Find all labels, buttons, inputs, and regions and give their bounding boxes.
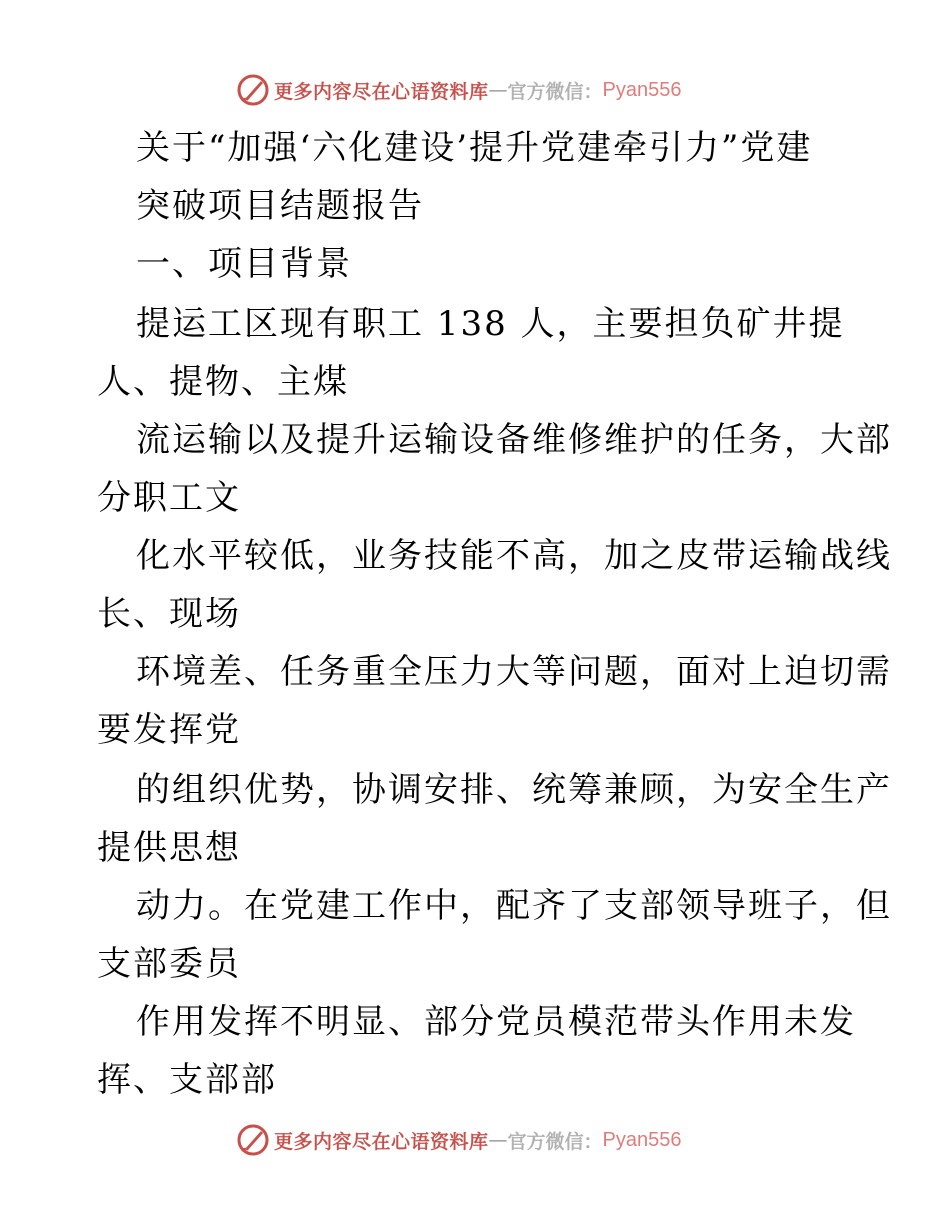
quill-pen-circle-icon — [236, 1123, 270, 1157]
watermark-wechat-label: 官方微信： — [507, 80, 603, 103]
paragraph-line: 动力。在党建工作中，配齐了支部领导班子，但 — [136, 886, 892, 926]
paragraph-line: 环境差、任务重全压力大等问题，面对上迫切需 — [136, 652, 892, 692]
paragraph-line: 化水平较低，业务技能不高，加之皮带运输战线 — [136, 536, 892, 576]
header-watermark — [236, 72, 682, 108]
paragraph-line: 提供思想 — [97, 828, 241, 868]
paragraph-line: 分职工文 — [97, 478, 241, 518]
watermark-separator: — — [488, 1129, 508, 1151]
paragraph-line: 长、现场 — [97, 594, 241, 634]
paragraph-line: 的组织优势，协调安排、统筹兼顾，为安全生产 — [136, 770, 892, 810]
watermark-wechat-label: 官方微信： — [507, 1130, 603, 1153]
footer-watermark — [236, 1122, 682, 1158]
paragraph-line: 提运工区现有职工 138 人，主要担负矿井提 — [136, 304, 845, 344]
paragraph-line: 要发挥党 — [97, 710, 241, 750]
document-title-line-2: 突破项目结题报告 — [136, 186, 424, 226]
watermark-site-text: 更多内容尽在心语资料库 — [274, 1130, 489, 1153]
paragraph-line: 作用发挥不明显、部分党员模范带头作用未发 — [136, 1002, 856, 1042]
paragraph-line: 支部委员 — [97, 944, 241, 984]
paragraph-line: 流运输以及提升运输设备维修维护的任务，大部 — [136, 420, 892, 460]
watermark-separator: — — [488, 79, 508, 101]
section-heading: 一、项目背景 — [136, 244, 352, 284]
document-title-line-1: 关于“加强‘六化建设’提升党建牵引力”党建 — [136, 128, 813, 168]
quill-pen-circle-icon — [236, 73, 270, 107]
watermark-wechat-id: Pyan556 — [602, 78, 682, 101]
watermark-wechat-id: Pyan556 — [602, 1128, 682, 1151]
paragraph-line: 挥、支部部 — [97, 1060, 277, 1100]
paragraph-line: 人、提物、主煤 — [97, 362, 349, 402]
watermark-site-text: 更多内容尽在心语资料库 — [274, 80, 489, 103]
